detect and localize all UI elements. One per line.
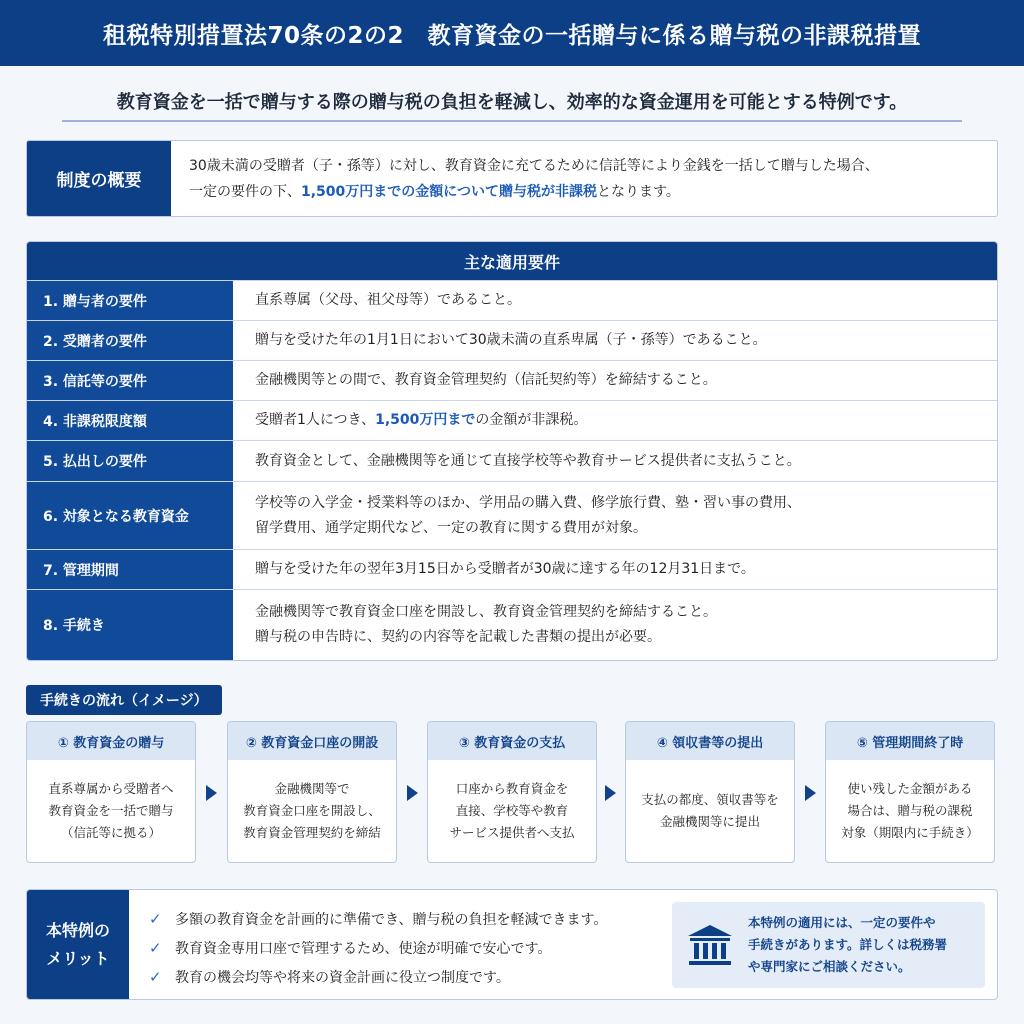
page-header [0, 0, 1024, 66]
arrow-right-icon [605, 785, 616, 801]
requirement-row [27, 481, 997, 549]
flow-step [625, 721, 795, 863]
requirement-value [233, 321, 997, 360]
requirement-row [27, 589, 997, 660]
flow-step-title: ④ 領収書等の提出 [626, 722, 794, 760]
requirement-line: 学校等の入学金・授業料等のほか、学用品の購入費、修学旅行費、塾・習い事の費用、 [255, 494, 801, 511]
requirement-row [27, 549, 997, 589]
flow-step-title: ① 教育資金の贈与 [27, 722, 195, 760]
requirements-table [26, 241, 998, 661]
flow-step-line: 金融機関等で [274, 781, 350, 796]
flow-step-body [428, 760, 596, 862]
flow-step [427, 721, 597, 863]
requirement-line: 金融機関等との間で、教育資金管理契約（信託契約等）を締結すること。 [255, 372, 717, 388]
requirements-title: 主な適用要件 [27, 242, 997, 280]
overview-text [171, 141, 997, 216]
flow-step-line: 使い残した金額がある [847, 781, 973, 796]
requirement-highlight: 1,500万円まで [375, 412, 476, 428]
flow-step-title: ⑤ 管理期間終了時 [826, 722, 994, 760]
requirement-line: 贈与を受けた年の1月1日において30歳未満の直系卑属（子・孫等）であること。 [255, 332, 767, 348]
requirement-key: 5. 払出しの要件 [27, 441, 233, 481]
merit-item-text: 教育資金専用口座で管理するため、使途が明確で安心です。 [175, 940, 552, 957]
requirement-key: 3. 信託等の要件 [27, 361, 233, 400]
requirement-line: 直系尊属（父母、祖父母等）であること。 [255, 292, 521, 308]
flow-step-line: 場合は、贈与税の課税 [847, 803, 973, 818]
arrow-right-icon [805, 785, 816, 801]
merit-item-text: 教育の機会均等や将来の資金計画に役立つ制度です。 [175, 969, 510, 986]
check-icon: ✓ [149, 938, 162, 957]
flow-step-body [826, 760, 994, 862]
advice-note [672, 902, 985, 988]
requirement-line: 教育資金として、金融機関等を通じて直接学校等や教育サービス提供者に支払うこと。 [255, 452, 801, 469]
merit-item [149, 962, 669, 991]
requirement-row [27, 360, 997, 400]
requirement-line: 贈与税の申告時に、契約の内容等を記載した書類の提出が必要。 [255, 629, 661, 645]
flow-step [26, 721, 196, 863]
page-title: 租税特別措置法70条の2の2 教育資金の一括贈与に係る贈与税の非課税措置 [102, 22, 921, 49]
requirement-key: 4. 非課税限度額 [27, 401, 233, 440]
flow-step-line: 支払の都度、領収書等を [641, 792, 779, 807]
flow-step-title: ② 教育資金口座の開設 [228, 722, 396, 760]
overview-label: 制度の概要 [27, 141, 171, 216]
flow-step-line: 教育資金口座を開設し、 [243, 803, 381, 818]
flow-step-line: サービス提供者へ支払 [449, 825, 575, 840]
requirement-value [233, 550, 997, 589]
overview-line-2-post: となります。 [597, 184, 680, 200]
check-icon: ✓ [149, 967, 162, 986]
requirement-text-post: の金額が非課税。 [475, 412, 588, 428]
bank-icon [672, 923, 748, 967]
requirement-value [233, 441, 997, 481]
flow-step-body [27, 760, 195, 862]
flow-step-line: 教育資金管理契約を締結 [243, 825, 381, 840]
requirement-key: 7. 管理期間 [27, 550, 233, 589]
requirement-value [233, 401, 997, 440]
requirement-line: 金融機関等で教育資金口座を開設し、教育資金管理契約を締結すること。 [255, 604, 717, 620]
overview-highlight: 1,500万円までの金額について贈与税が非課税 [301, 184, 598, 200]
advice-note-line: 本特例の適用には、一定の要件や [748, 915, 936, 930]
merit-list [129, 890, 669, 999]
flow-step-body [228, 760, 396, 862]
flow-step-line: （信託等に拠る） [60, 825, 161, 840]
flow-step-line: 対象（期限内に手続き） [841, 825, 979, 840]
flow-step-line: 直系尊属から受贈者へ [48, 781, 174, 796]
arrow-right-icon [407, 785, 418, 801]
merit-label-line: 本特例の [45, 920, 110, 940]
overview-line-2 [189, 179, 979, 205]
merit-item-text: 多額の教育資金を計画的に準備でき、贈与税の負担を軽減できます。 [175, 911, 608, 928]
advice-note-line: 手続きがあります。詳しくは税務署 [748, 937, 948, 952]
advice-note-text [748, 912, 985, 978]
flow-step-line: 直接、学校等や教育 [455, 803, 569, 818]
arrow-right-icon [206, 785, 217, 801]
overview-box [26, 140, 998, 217]
requirement-value [233, 482, 997, 549]
check-icon: ✓ [149, 909, 162, 928]
requirement-key: 6. 対象となる教育資金 [27, 482, 233, 549]
flow-step-title: ③ 教育資金の支払 [428, 722, 596, 760]
requirement-line: 贈与を受けた年の翌年3月15日から受贈者が30歳に達する年の12月31日まで。 [255, 561, 755, 577]
flow-step [227, 721, 397, 863]
requirement-row [27, 400, 997, 440]
flow-step-line: 教育資金を一括で贈与 [48, 803, 174, 818]
requirement-text-pre: 受贈者1人につき、 [255, 412, 376, 428]
merit-label-line: メリット [46, 948, 110, 968]
page-subtitle: 教育資金を一括で贈与する際の贈与税の負担を軽減し、効率的な資金運用を可能とする特例です。 [62, 84, 962, 122]
flow-step [825, 721, 995, 863]
requirement-key: 1. 贈与者の要件 [27, 281, 233, 320]
requirement-row [27, 280, 997, 320]
flow-step-line: 口座から教育資金を [455, 781, 569, 796]
requirement-key: 8. 手続き [27, 590, 233, 660]
advice-note-line: や専門家にご相談ください。 [748, 959, 911, 974]
merit-item [149, 933, 669, 962]
requirement-key: 2. 受贈者の要件 [27, 321, 233, 360]
requirement-value [233, 281, 997, 320]
merit-label [27, 890, 129, 999]
requirement-row [27, 320, 997, 360]
requirement-line [255, 408, 975, 433]
flow-step-line: 金融機関等に提出 [659, 814, 760, 829]
requirement-value [233, 361, 997, 400]
requirement-row [27, 440, 997, 481]
flow-tag: 手続きの流れ（イメージ） [26, 685, 222, 715]
flow-step-body [626, 760, 794, 862]
overview-line-1: 30歳未満の受贈者（子・孫等）に対し、教育資金に充てるために信託等により金銭を一括して贈与した場合、 [189, 158, 879, 174]
requirement-value [233, 590, 997, 660]
requirement-line: 留学費用、通学定期代など、一定の教育に関する費用が対象。 [255, 519, 647, 536]
overview-line-2-pre: 一定の要件の下、 [189, 184, 301, 200]
merit-item [149, 904, 669, 933]
